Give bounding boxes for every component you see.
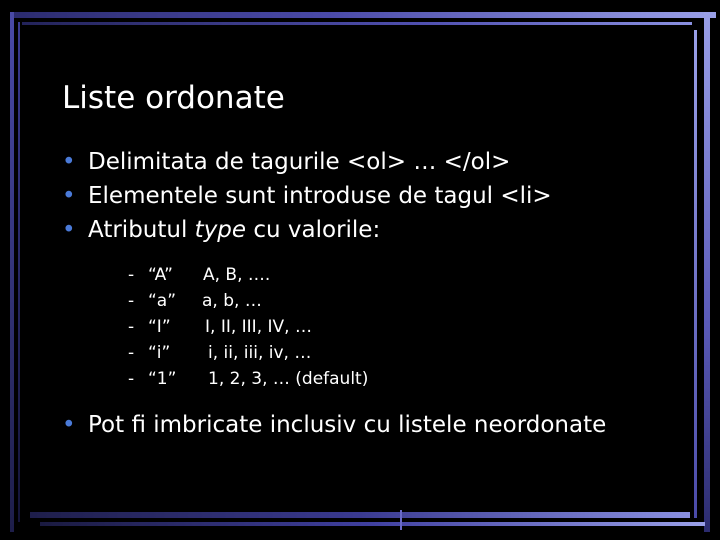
bullet-text-suffix: cu valorile: <box>246 217 381 243</box>
frame-top-inner-bar <box>22 22 692 25</box>
frame-left-bar <box>10 12 14 532</box>
bullet-dot-icon: • <box>62 149 76 175</box>
type-key: “A” <box>148 265 173 285</box>
type-key: “1” <box>148 369 177 389</box>
bullet-text: Delimitata de tagurile <ol> … </ol> <box>88 149 511 175</box>
type-key: “i” <box>148 343 171 363</box>
type-value: I, II, III, IV, … <box>205 317 312 337</box>
dash-marker: - <box>128 343 135 363</box>
type-value: i, ii, iii, iv, … <box>208 343 312 363</box>
bullet-text: Pot fi imbricate inclusiv cu listele neordonate <box>88 412 607 438</box>
frame-top-bar <box>10 12 716 18</box>
bullet-dot-icon: • <box>62 183 76 209</box>
bullet-text <box>88 213 380 247</box>
dash-marker: - <box>128 369 135 389</box>
frame-left-inner-bar <box>18 22 20 522</box>
slide-title: Liste ordonate <box>62 80 285 116</box>
frame-right-inner-bar <box>694 30 697 518</box>
dash-marker: - <box>128 265 135 285</box>
type-key: “I” <box>148 317 171 337</box>
frame-bottom-lower-bar <box>40 522 705 526</box>
bullet-dot-icon: • <box>62 217 76 243</box>
frame-right-bar <box>704 12 710 532</box>
bullet-text: Elementele sunt introduse de tagul <li> <box>88 183 552 209</box>
frame-bottom-tick <box>400 510 402 530</box>
type-value: a, b, … <box>202 291 262 311</box>
bullet-text-italic: type <box>194 217 247 243</box>
type-key: “a” <box>148 291 177 311</box>
type-value: 1, 2, 3, … (default) <box>208 369 369 389</box>
bullet-text-prefix: Atributul <box>88 217 195 243</box>
bullet-dot-icon: • <box>62 412 76 438</box>
dash-marker: - <box>128 317 135 337</box>
frame-bottom-bar <box>30 512 690 518</box>
dash-marker: - <box>128 291 135 311</box>
type-value: A, B, …. <box>203 265 271 285</box>
